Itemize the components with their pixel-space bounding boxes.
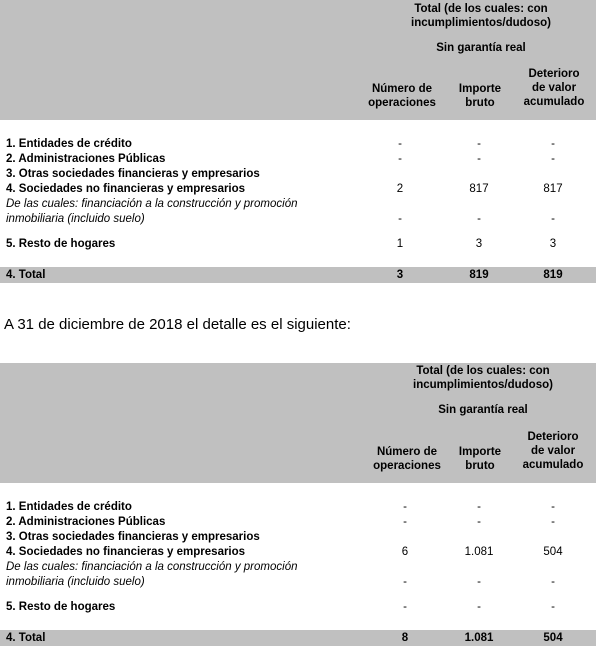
row-label-hogares: 5. Resto de hogares bbox=[6, 601, 116, 613]
header-sin-garantia: Sin garantía real bbox=[438, 404, 528, 416]
cell: 1.081 bbox=[464, 632, 494, 644]
cell: 3 bbox=[396, 269, 404, 281]
cell: - bbox=[477, 601, 481, 613]
cell: - bbox=[551, 501, 555, 513]
cell: - bbox=[403, 516, 407, 528]
cell: 504 bbox=[543, 632, 563, 644]
row-label-construccion-l2: inmobiliaria (incluido suelo) bbox=[6, 576, 145, 588]
cell: 8 bbox=[401, 632, 409, 644]
cell: 3 bbox=[549, 238, 557, 250]
row-label-administraciones: 2. Administraciones Públicas bbox=[6, 516, 166, 528]
cell: 504 bbox=[543, 546, 563, 558]
row-label-no-financieras: 4. Sociedades no financieras y empresarios bbox=[6, 546, 246, 558]
row-label-entidades: 1. Entidades de crédito bbox=[6, 501, 132, 513]
cell: 819 bbox=[469, 269, 489, 281]
header-col-operaciones: Número de operaciones bbox=[368, 83, 436, 109]
cell: - bbox=[398, 153, 402, 165]
cell: 817 bbox=[469, 183, 489, 195]
row-label-hogares: 5. Resto de hogares bbox=[6, 238, 116, 250]
cell: - bbox=[477, 213, 481, 225]
cell: 1.081 bbox=[464, 546, 494, 558]
cell: - bbox=[477, 153, 481, 165]
header-col-importe: Importe bruto bbox=[458, 83, 502, 109]
cell: - bbox=[477, 516, 481, 528]
cell: - bbox=[477, 501, 481, 513]
cell: 1 bbox=[396, 238, 404, 250]
row-label-total: 4. Total bbox=[6, 269, 46, 281]
cell: - bbox=[403, 576, 407, 588]
header-total-line2: incumplimientos/dudoso) bbox=[413, 379, 553, 391]
cell: - bbox=[477, 138, 481, 150]
row-label-construccion-l2: inmobiliaria (incluido suelo) bbox=[6, 213, 145, 225]
header-sin-garantia: Sin garantía real bbox=[436, 42, 526, 54]
header-col-importe: Importe bruto bbox=[458, 446, 502, 472]
cell: 2 bbox=[396, 183, 404, 195]
header-total-line1: Total (de los cuales: con bbox=[416, 365, 550, 377]
row-label-entidades: 1. Entidades de crédito bbox=[6, 138, 132, 150]
cell: 6 bbox=[401, 546, 409, 558]
row-label-administraciones: 2. Administraciones Públicas bbox=[6, 153, 166, 165]
header-total-line1: Total (de los cuales: con bbox=[414, 3, 548, 15]
cell: 819 bbox=[543, 269, 563, 281]
row-label-otras: 3. Otras sociedades financieras y empresarios bbox=[6, 168, 260, 180]
cell: - bbox=[398, 213, 402, 225]
row-label-construccion-l1: De las cuales: financiación a la construcción y promoción bbox=[6, 198, 298, 210]
cell: 3 bbox=[475, 238, 483, 250]
cell: - bbox=[403, 601, 407, 613]
cell: - bbox=[551, 153, 555, 165]
cell: - bbox=[398, 138, 402, 150]
header-col-deterioro: Deterioro de valor acumulado bbox=[522, 431, 584, 471]
header-total-line2: incumplimientos/dudoso) bbox=[411, 17, 551, 29]
cell: 817 bbox=[543, 183, 563, 195]
cell: - bbox=[551, 576, 555, 588]
cell: - bbox=[551, 213, 555, 225]
header-col-deterioro: Deterioro de valor acumulado bbox=[523, 68, 585, 108]
cell: - bbox=[551, 516, 555, 528]
row-label-construccion-l1: De las cuales: financiación a la construcción y promoción bbox=[6, 561, 298, 573]
cell: - bbox=[551, 601, 555, 613]
header-col-operaciones: Número de operaciones bbox=[373, 446, 441, 472]
row-label-total: 4. Total bbox=[6, 632, 46, 644]
row-label-no-financieras: 4. Sociedades no financieras y empresarios bbox=[6, 183, 246, 195]
cell: - bbox=[403, 501, 407, 513]
intro-paragraph: A 31 de diciembre de 2018 el detalle es el siguiente: bbox=[4, 316, 351, 333]
row-label-otras: 3. Otras sociedades financieras y empresarios bbox=[6, 531, 260, 543]
cell: - bbox=[477, 576, 481, 588]
cell: - bbox=[551, 138, 555, 150]
